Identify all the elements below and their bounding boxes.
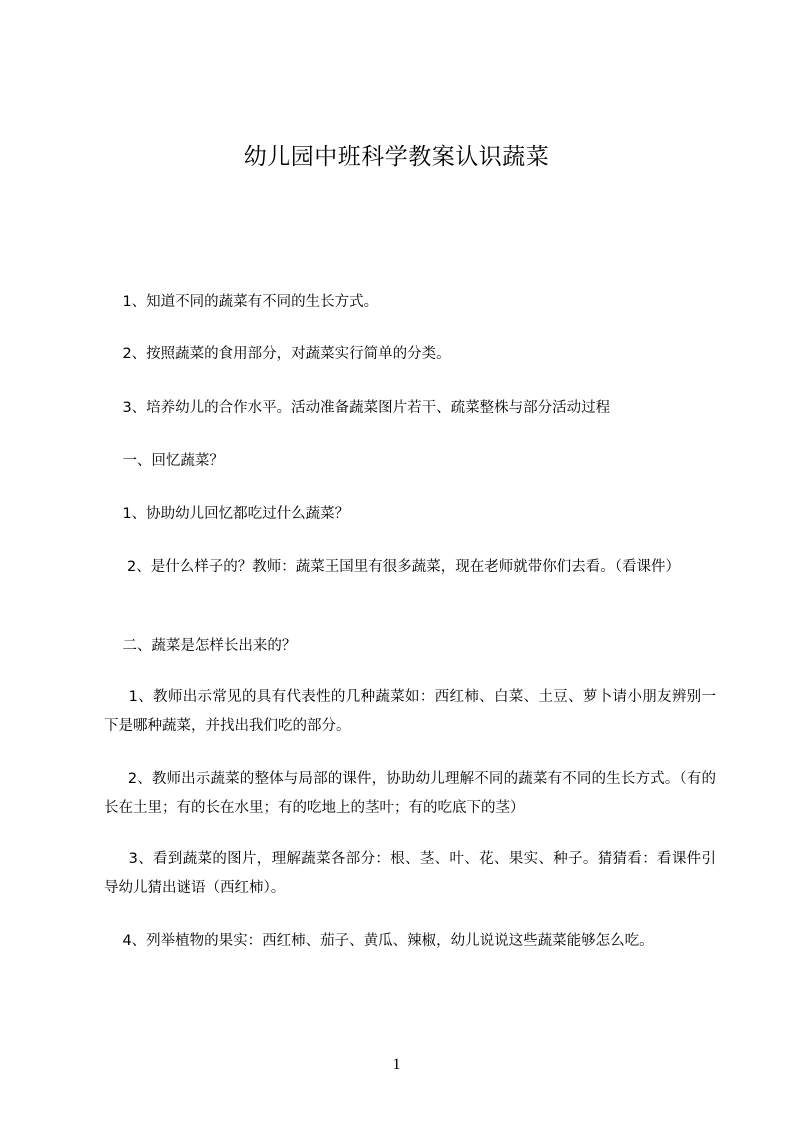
document-title: 幼儿园中班科学教案认识蔬菜 xyxy=(243,144,550,170)
section-heading-1: 一、回忆蔬菜？ xyxy=(104,453,224,469)
paragraph-step-2-3: 3、看到蔬菜的图片，理解蔬菜各部分：根、茎、叶、花、果实、种子。猜猜看：看课件引导幼儿猜出谜语（西红柿）。 xyxy=(104,851,716,896)
paragraph-goal-3: 3、培养幼儿的合作水平。活动准备蔬菜图片若干、疏菜整株与部分活动过程 xyxy=(104,400,611,416)
paragraph-step-1-2: 2、是什么样子的？教师：蔬菜王国里有很多蔬菜，现在老师就带你们去看。（看课件） xyxy=(104,559,681,575)
paragraph-goal-2: 2、按照蔬菜的食用部分，对蔬菜实行简单的分类。 xyxy=(104,346,451,362)
page-number: 1 xyxy=(392,1056,401,1073)
paragraph-goal-1: 1、知道不同的蔬菜有不同的生长方式。 xyxy=(104,294,379,310)
paragraph-step-1-1: 1、协助幼儿回忆都吃过什么蔬菜？ xyxy=(104,506,350,522)
paragraph-step-2-1: 1、教师出示常见的具有代表性的几种蔬菜如：西红柿、白菜、土豆、萝卜请小朋友辨别一下是哪种蔬菜，并找出我们吃的部分。 xyxy=(104,689,716,734)
section-heading-2: 二、蔬菜是怎样长出来的？ xyxy=(104,638,297,654)
paragraph-step-2-4: 4、列举植物的果实：西红柿、茄子、黄瓜、辣椒，幼儿说说这些蔬菜能够怎么吃。 xyxy=(104,933,654,949)
paragraph-step-2-2: 2、教师出示蔬菜的整体与局部的课件，协助幼儿理解不同的蔬菜有不同的生长方式。（有的长在土里；有的长在水里；有的吃地上的茎叶；有的吃底下的茎） xyxy=(104,771,716,816)
